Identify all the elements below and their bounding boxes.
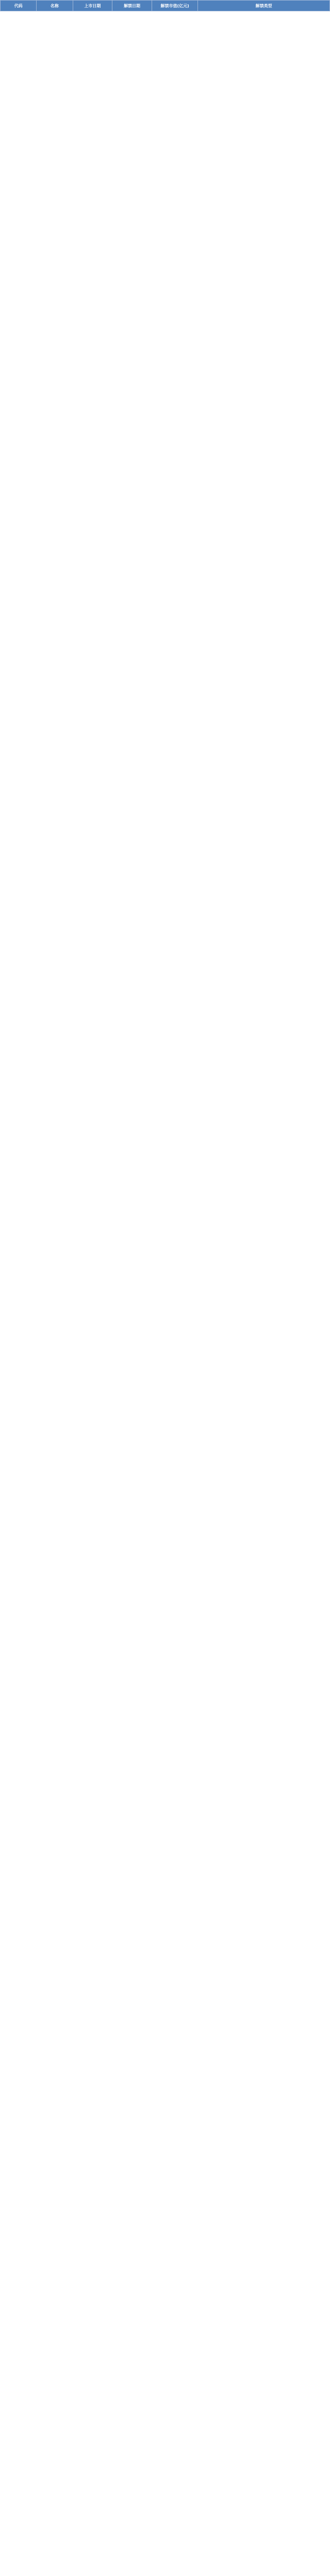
column-header-name: 名称 — [37, 1, 73, 11]
column-header-share-type: 解禁类型 — [198, 1, 330, 11]
column-header-code: 代码 — [1, 1, 37, 11]
table-header-row — [1, 1, 330, 11]
column-header-unlock-date: 解禁日期 — [112, 1, 152, 11]
unlock-schedule-table — [0, 0, 330, 11]
column-header-list-date: 上市日期 — [73, 1, 112, 11]
column-header-unlock-amount: 解禁市值(亿元) — [152, 1, 197, 11]
